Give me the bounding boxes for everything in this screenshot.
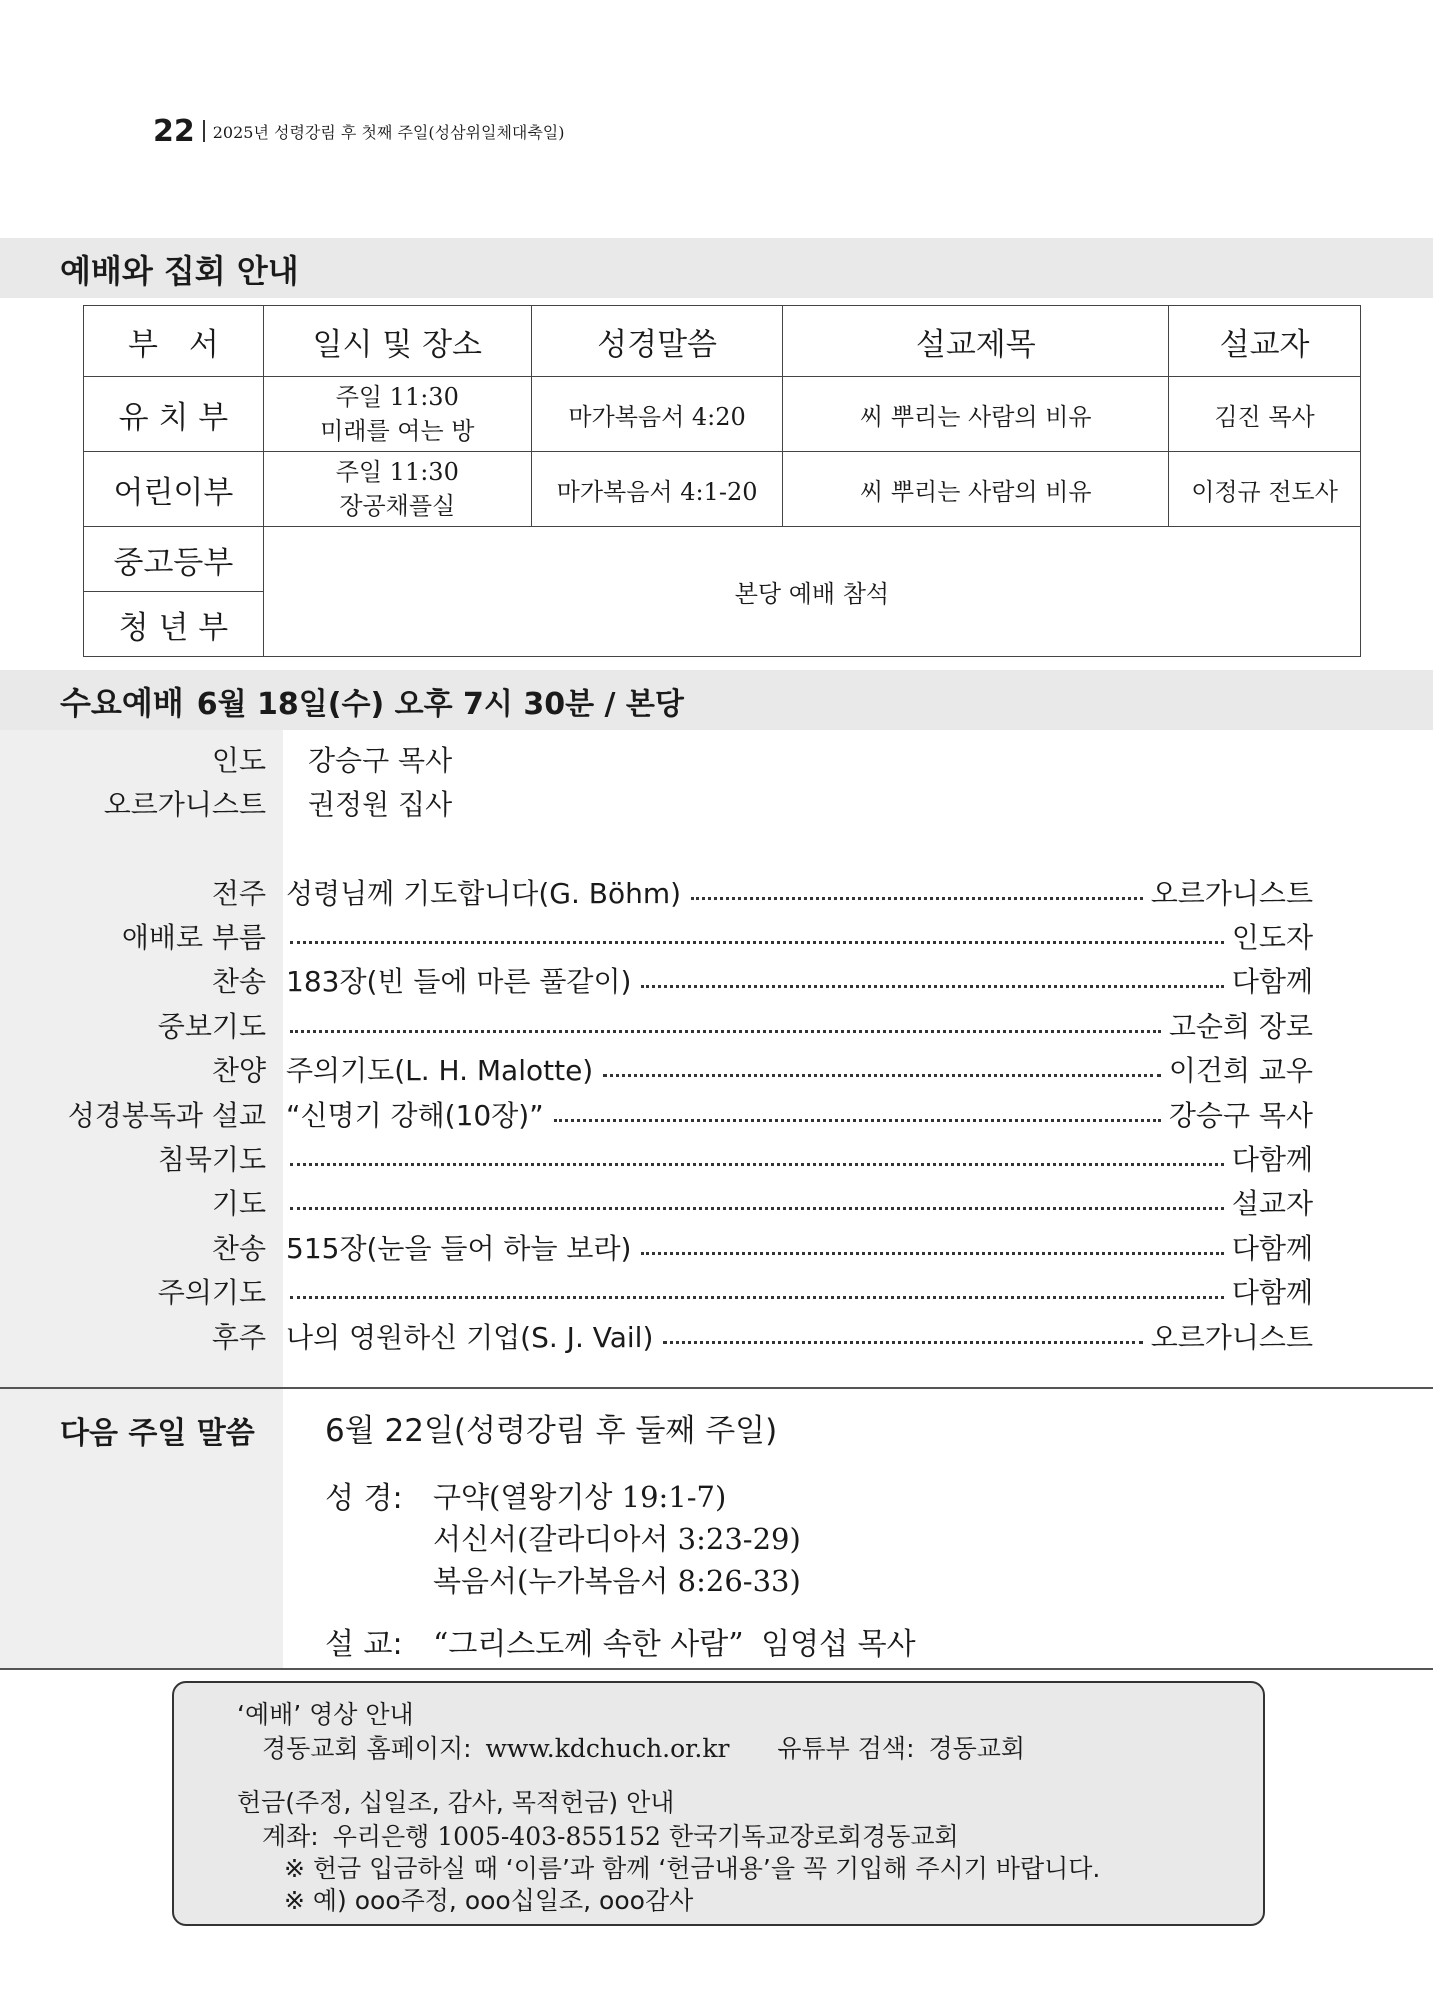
program-line <box>286 1094 1313 1134</box>
program-row <box>0 1225 1433 1269</box>
scripture-cell: 마가복음서 4:1-20 <box>531 452 783 527</box>
leader-name: 권정원 집사 <box>308 788 453 821</box>
place-text: 미래를 여는 방 <box>320 417 475 445</box>
time-place-cell <box>263 452 531 527</box>
account-line <box>262 1817 959 1853</box>
program-row <box>0 1269 1433 1313</box>
program-title: 나의 영원하신 기업(S. J. Vail) <box>286 1321 654 1354</box>
time-text: 주일 11:30 <box>335 383 459 411</box>
program-person: 이건희 교우 <box>1168 1054 1313 1087</box>
joint-note-cell: 본당 예배 참석 <box>263 527 1360 657</box>
program-line <box>286 1271 1313 1311</box>
dot-leader <box>290 1030 1161 1033</box>
scripture-line: 복음서(누가복음서 8:26-33) <box>433 1564 801 1598</box>
table-header-cell: 설교제목 <box>783 306 1169 377</box>
dot-leader <box>290 1207 1224 1210</box>
program-label: 전주 <box>211 877 266 910</box>
sermon-title-cell: 씨 뿌리는 사람의 비유 <box>783 377 1169 452</box>
program-label: 주의기도 <box>157 1276 266 1309</box>
dot-leader <box>641 985 1223 988</box>
time-text: 주일 11:30 <box>335 458 459 486</box>
program-person: 오르가니스트 <box>1150 1321 1313 1354</box>
header-divider <box>203 120 205 142</box>
program-person: 다함께 <box>1231 1143 1313 1176</box>
dept-cell: 어린이부 <box>84 452 264 527</box>
dot-leader <box>641 1252 1223 1255</box>
video-info-title: ‘예배’ 영상 안내 <box>237 1700 414 1729</box>
leader-role: 오르가니스트 <box>103 788 266 821</box>
dot-leader <box>691 897 1143 900</box>
dept-cell: 유 치 부 <box>84 377 264 452</box>
running-header <box>153 113 565 149</box>
program-title: 515장(눈을 들어 하늘 보라) <box>286 1232 632 1265</box>
table-header-cell: 부 서 <box>84 306 264 377</box>
offering-note: ※ 헌금 입금하실 때 ‘이름’과 함께 ‘헌금내용’을 꼭 기입해 주시기 바랍니다. <box>284 1854 1101 1883</box>
program-row <box>0 914 1433 958</box>
program-line <box>286 960 1313 1000</box>
homepage-line <box>262 1729 1025 1765</box>
wednesday-section-subtitle: 6월 18일(수) 오후 7시 30분 / 본당 <box>196 687 684 722</box>
program-row <box>0 1180 1433 1224</box>
next-section-title: 다음 주일 말씀 <box>60 1416 255 1451</box>
place-text: 장공채플실 <box>339 492 456 520</box>
program-label: 성경봉독과 설교 <box>67 1099 266 1132</box>
next-sunday-date: 6월 22일(성령강림 후 둘째 주일) <box>325 1413 778 1449</box>
preacher-cell: 이정규 전도사 <box>1169 452 1361 527</box>
dot-leader <box>603 1074 1161 1077</box>
leader-name: 강승구 목사 <box>308 744 453 777</box>
program-row <box>0 1314 1433 1358</box>
program-line <box>286 916 1313 956</box>
offering-example: ※ 예) ooo주정, ooo십일조, ooo감사 <box>284 1886 694 1915</box>
program-label: 찬송 <box>211 1232 266 1265</box>
dept-cell: 중고등부 <box>84 527 264 592</box>
sermon-title-cell: 씨 뿌리는 사람의 비유 <box>783 452 1169 527</box>
program-row <box>0 870 1433 914</box>
services-table <box>83 305 1361 657</box>
program-row <box>0 1003 1433 1047</box>
table-header-row <box>84 306 1361 377</box>
program-person: 고순희 장로 <box>1168 1010 1313 1043</box>
program-line <box>286 872 1313 912</box>
homepage-label: 경동교회 홈페이지: <box>262 1734 472 1763</box>
leader-row <box>0 781 1433 825</box>
program-row <box>0 1092 1433 1136</box>
scripture-line: 서신서(갈라디아서 3:23-29) <box>433 1522 801 1556</box>
program-label: 중보기도 <box>157 1010 266 1043</box>
program-person: 설교자 <box>1231 1187 1313 1220</box>
scripture-cell: 마가복음서 4:20 <box>531 377 783 452</box>
scripture-line: 구약(열왕기상 19:1-7) <box>433 1480 727 1514</box>
program-label: 후주 <box>211 1321 266 1354</box>
program-row <box>0 1047 1433 1091</box>
sermon-preacher: 임영섭 목사 <box>761 1627 916 1662</box>
program-title: 183장(빈 들에 마른 풀같이) <box>286 965 632 998</box>
program-person: 강승구 목사 <box>1168 1099 1313 1132</box>
program-title: 주의기도(L. H. Malotte) <box>286 1054 594 1087</box>
program-person: 다함께 <box>1231 1276 1313 1309</box>
time-place-cell <box>263 377 531 452</box>
leader-role: 인도 <box>211 744 266 777</box>
dot-leader <box>290 941 1224 944</box>
program-label: 찬송 <box>211 965 266 998</box>
program-line <box>286 1049 1313 1089</box>
program-person: 오르가니스트 <box>1150 877 1313 910</box>
wednesday-heading <box>60 678 684 724</box>
program-line <box>286 1138 1313 1178</box>
page-number: 22 <box>153 113 195 149</box>
program-person: 인도자 <box>1231 921 1313 954</box>
dot-leader <box>554 1119 1161 1122</box>
sermon-line <box>433 1619 916 1663</box>
program-line <box>286 1005 1313 1045</box>
dot-leader <box>290 1296 1224 1299</box>
account-value: 우리은행 1005-403-855152 한국기독교장로회경동교회 <box>332 1822 959 1851</box>
program-row <box>0 958 1433 1002</box>
leader-row <box>0 737 1433 781</box>
program-row <box>0 1136 1433 1180</box>
account-label: 계좌: <box>262 1822 319 1851</box>
program-line <box>286 1227 1313 1267</box>
table-header-cell: 일시 및 장소 <box>263 306 531 377</box>
wednesday-section-title: 수요예배 <box>60 684 184 722</box>
services-section-title: 예배와 집회 안내 <box>60 252 299 290</box>
preacher-cell: 김진 목사 <box>1169 377 1361 452</box>
program-title: 성령님께 기도합니다(G. Böhm) <box>286 877 682 910</box>
program-line <box>286 1316 1313 1356</box>
dept-cell: 청 년 부 <box>84 592 264 657</box>
dot-leader <box>663 1341 1142 1344</box>
program-line <box>286 1182 1313 1222</box>
program-person: 다함께 <box>1231 1232 1313 1265</box>
program-label: 기도 <box>211 1187 266 1220</box>
youtube-label: 유튜부 검색: <box>777 1734 915 1763</box>
offering-title: 헌금(주정, 십일조, 감사, 목적헌금) 안내 <box>237 1788 675 1817</box>
table-header-cell: 성경말씀 <box>531 306 783 377</box>
table-row <box>84 527 1361 592</box>
scripture-label: 성 경: <box>325 1481 403 1516</box>
running-header-text: 2025년 성령강림 후 첫째 주일(성삼위일체대축일) <box>212 122 565 142</box>
program-label: 애배로 부름 <box>121 921 266 954</box>
program-label: 침묵기도 <box>157 1143 266 1176</box>
section-divider <box>0 1668 1433 1670</box>
homepage-url[interactable]: www.kdchuch.or.kr <box>485 1734 730 1763</box>
table-row <box>84 377 1361 452</box>
sermon-title: “그리스도께 속한 사람” <box>433 1627 744 1662</box>
table-row <box>84 452 1361 527</box>
program-label: 찬양 <box>211 1054 266 1087</box>
program-person: 다함께 <box>1231 965 1313 998</box>
sermon-label: 설 교: <box>325 1627 403 1662</box>
table-header-cell: 설교자 <box>1169 306 1361 377</box>
youtube-value: 경동교회 <box>928 1734 1026 1763</box>
program-title: “신명기 강해(10장)” <box>286 1099 544 1132</box>
info-box <box>172 1681 1265 1926</box>
dot-leader <box>290 1163 1224 1166</box>
